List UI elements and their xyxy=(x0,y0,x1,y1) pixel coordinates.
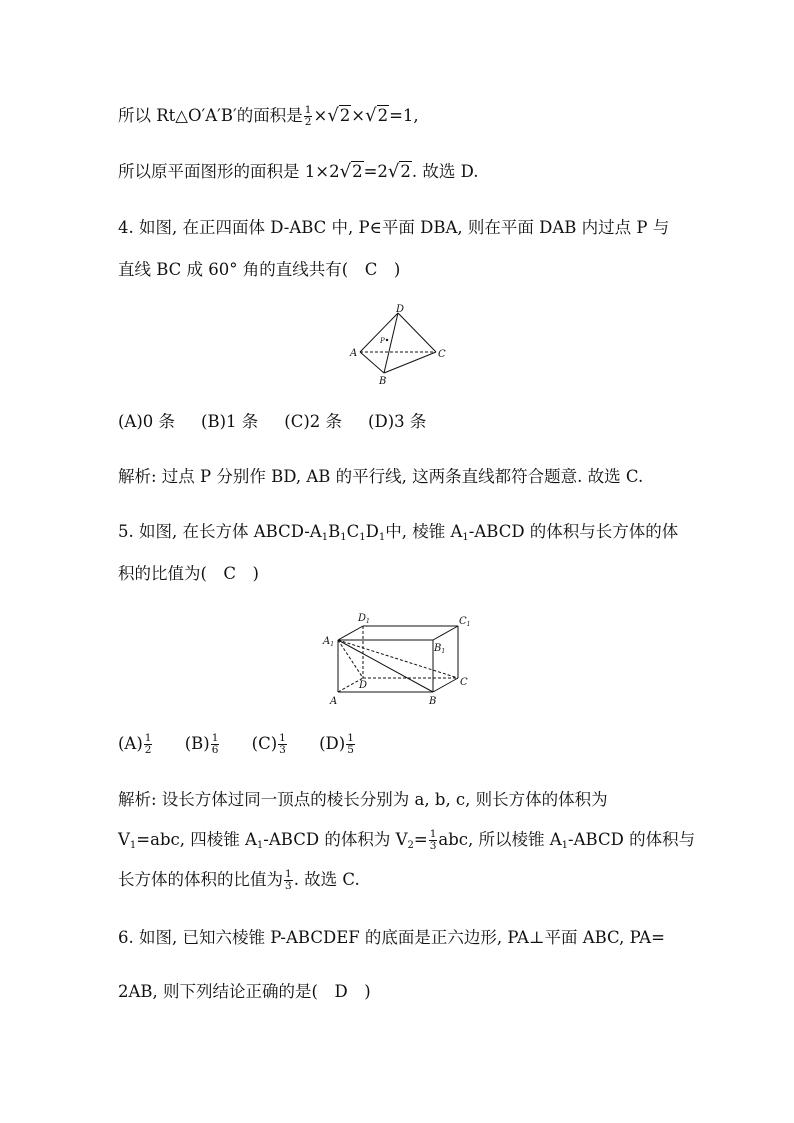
numerator: 1 xyxy=(429,828,437,840)
text: 所以原平面图形的面积是 1×2 xyxy=(118,162,340,181)
question-5-solution-2 xyxy=(118,828,695,858)
solution-line-2 xyxy=(118,160,479,184)
label-b: B xyxy=(379,376,387,387)
question-5-line-2: 积的比值为( C ) xyxy=(118,564,259,583)
root-sign: √ xyxy=(327,105,339,126)
text: 所以 Rt△O′A′B′的面积是 xyxy=(118,106,303,125)
label-c1: $C_1$ xyxy=(459,616,471,628)
option-fraction xyxy=(278,733,287,756)
text: -ABCD 的体积为 V xyxy=(263,830,408,849)
question-5-line-1 xyxy=(118,520,678,550)
question-4-solution: 解析: 过点 P 分别作 BD, AB 的平行线, 这两条直线都符合题意. 故选 C. xyxy=(118,467,644,486)
subscript: 1 xyxy=(256,840,264,851)
radicand: 2 xyxy=(377,106,389,125)
numerator: 1 xyxy=(304,104,312,116)
subscript: 1 xyxy=(129,840,137,851)
option-c[interactable] xyxy=(251,732,288,756)
text: = xyxy=(413,830,428,849)
option-d[interactable]: (D)3 条 xyxy=(368,412,427,431)
subscript: 2 xyxy=(407,840,414,851)
solution-line-1 xyxy=(118,104,419,128)
label-p: P xyxy=(380,337,385,345)
question-5-solution-3 xyxy=(118,868,360,892)
label-d: D xyxy=(396,304,405,315)
text: D xyxy=(365,522,379,541)
text: B xyxy=(328,522,341,541)
fraction-half xyxy=(304,105,313,128)
radicand: 2 xyxy=(400,162,411,181)
option-b[interactable]: (B)1 条 xyxy=(201,412,259,431)
option-b[interactable] xyxy=(184,732,221,756)
text: -ABCD 的体积与长方体的体 xyxy=(468,522,679,541)
text: × xyxy=(351,106,366,125)
subscript: 1 xyxy=(561,840,569,851)
text: abc, 所以棱锥 A xyxy=(438,830,562,849)
denominator: 3 xyxy=(279,744,286,756)
label-a: A xyxy=(350,348,358,359)
text: × xyxy=(313,106,328,125)
text: 长方体的体积的比值为 xyxy=(118,870,283,889)
tetrahedron-figure xyxy=(340,300,460,390)
option-c[interactable]: (C)2 条 xyxy=(284,412,343,431)
sqrt-2 xyxy=(327,104,351,128)
fraction-third xyxy=(284,869,293,892)
option-fraction xyxy=(346,733,355,756)
label-d1: $D_1$ xyxy=(358,613,370,625)
text: C xyxy=(346,522,360,541)
denominator: 3 xyxy=(429,840,437,852)
label-b1: $B_1$ xyxy=(434,643,446,655)
question-4-options xyxy=(118,410,452,434)
radicand: 2 xyxy=(339,106,351,125)
question-5-solution-1: 解析: 设长方体过同一顶点的棱长分别为 a, b, c, 则长方体的体积为 xyxy=(118,790,608,809)
option-a[interactable] xyxy=(118,732,153,756)
subscript: 1 xyxy=(378,532,386,543)
sqrt-2 xyxy=(340,160,364,184)
subscript: 1 xyxy=(462,532,469,543)
numerator: 1 xyxy=(144,732,152,744)
text: 中, 棱锥 A xyxy=(385,522,463,541)
option-label: (D) xyxy=(319,734,346,753)
text: =1, xyxy=(389,106,419,125)
denominator: 5 xyxy=(347,744,354,756)
subscript: 1 xyxy=(340,532,347,543)
question-6-line-2: 2AB, 则下列结论正确的是( D ) xyxy=(118,982,371,1001)
subscript: 1 xyxy=(359,532,366,543)
option-label: (C) xyxy=(251,734,278,753)
question-4-line-2: 直线 BC 成 60° 角的直线共有( C ) xyxy=(118,260,401,279)
numerator: 1 xyxy=(279,732,286,744)
denominator: 2 xyxy=(144,744,152,756)
numerator: 1 xyxy=(211,732,219,744)
sqrt-2 xyxy=(388,160,412,184)
question-6-line-1: 6. 如图, 已知六棱锥 P-ABCDEF 的底面是正六边形, PA⊥平面 ABC, PA= xyxy=(118,928,665,947)
radicand: 2 xyxy=(352,162,363,181)
option-fraction xyxy=(211,733,220,756)
subscript: 1 xyxy=(321,532,329,543)
label-c: C xyxy=(460,677,468,688)
question-5-options xyxy=(118,732,382,756)
text: =2 xyxy=(363,162,388,181)
text: . 故选 D. xyxy=(411,162,479,181)
question-4-line-1: 4. 如图, 在正四面体 D-ABC 中, P∈平面 DBA, 则在平面 DAB 内过点 P 与 xyxy=(118,218,670,237)
text: =abc, 四棱锥 A xyxy=(136,830,257,849)
option-label: (B) xyxy=(184,734,210,753)
fraction-third xyxy=(429,829,438,852)
option-a[interactable]: (A)0 条 xyxy=(118,412,176,431)
numerator: 1 xyxy=(347,732,354,744)
label-b: B xyxy=(429,696,437,707)
text: 5. 如图, 在长方体 ABCD-A xyxy=(118,522,322,541)
option-fraction xyxy=(144,733,153,756)
option-label: (A) xyxy=(118,734,143,753)
label-d: D xyxy=(359,680,368,691)
denominator: 2 xyxy=(304,116,312,128)
denominator: 6 xyxy=(211,744,219,756)
label-a: A xyxy=(330,696,338,707)
cuboid-figure xyxy=(318,606,478,710)
option-d[interactable] xyxy=(319,732,356,756)
numerator: 1 xyxy=(285,868,292,880)
label-a1: $A_1$ xyxy=(323,636,335,648)
denominator: 3 xyxy=(285,880,292,892)
text: -ABCD 的体积与 xyxy=(568,830,696,849)
text: . 故选 C. xyxy=(293,870,360,889)
sqrt-2 xyxy=(365,104,389,128)
root-sign: √ xyxy=(365,105,377,126)
text: V xyxy=(118,830,130,849)
label-c: C xyxy=(438,349,446,360)
root-sign: √ xyxy=(339,161,352,182)
root-sign: √ xyxy=(387,161,400,182)
